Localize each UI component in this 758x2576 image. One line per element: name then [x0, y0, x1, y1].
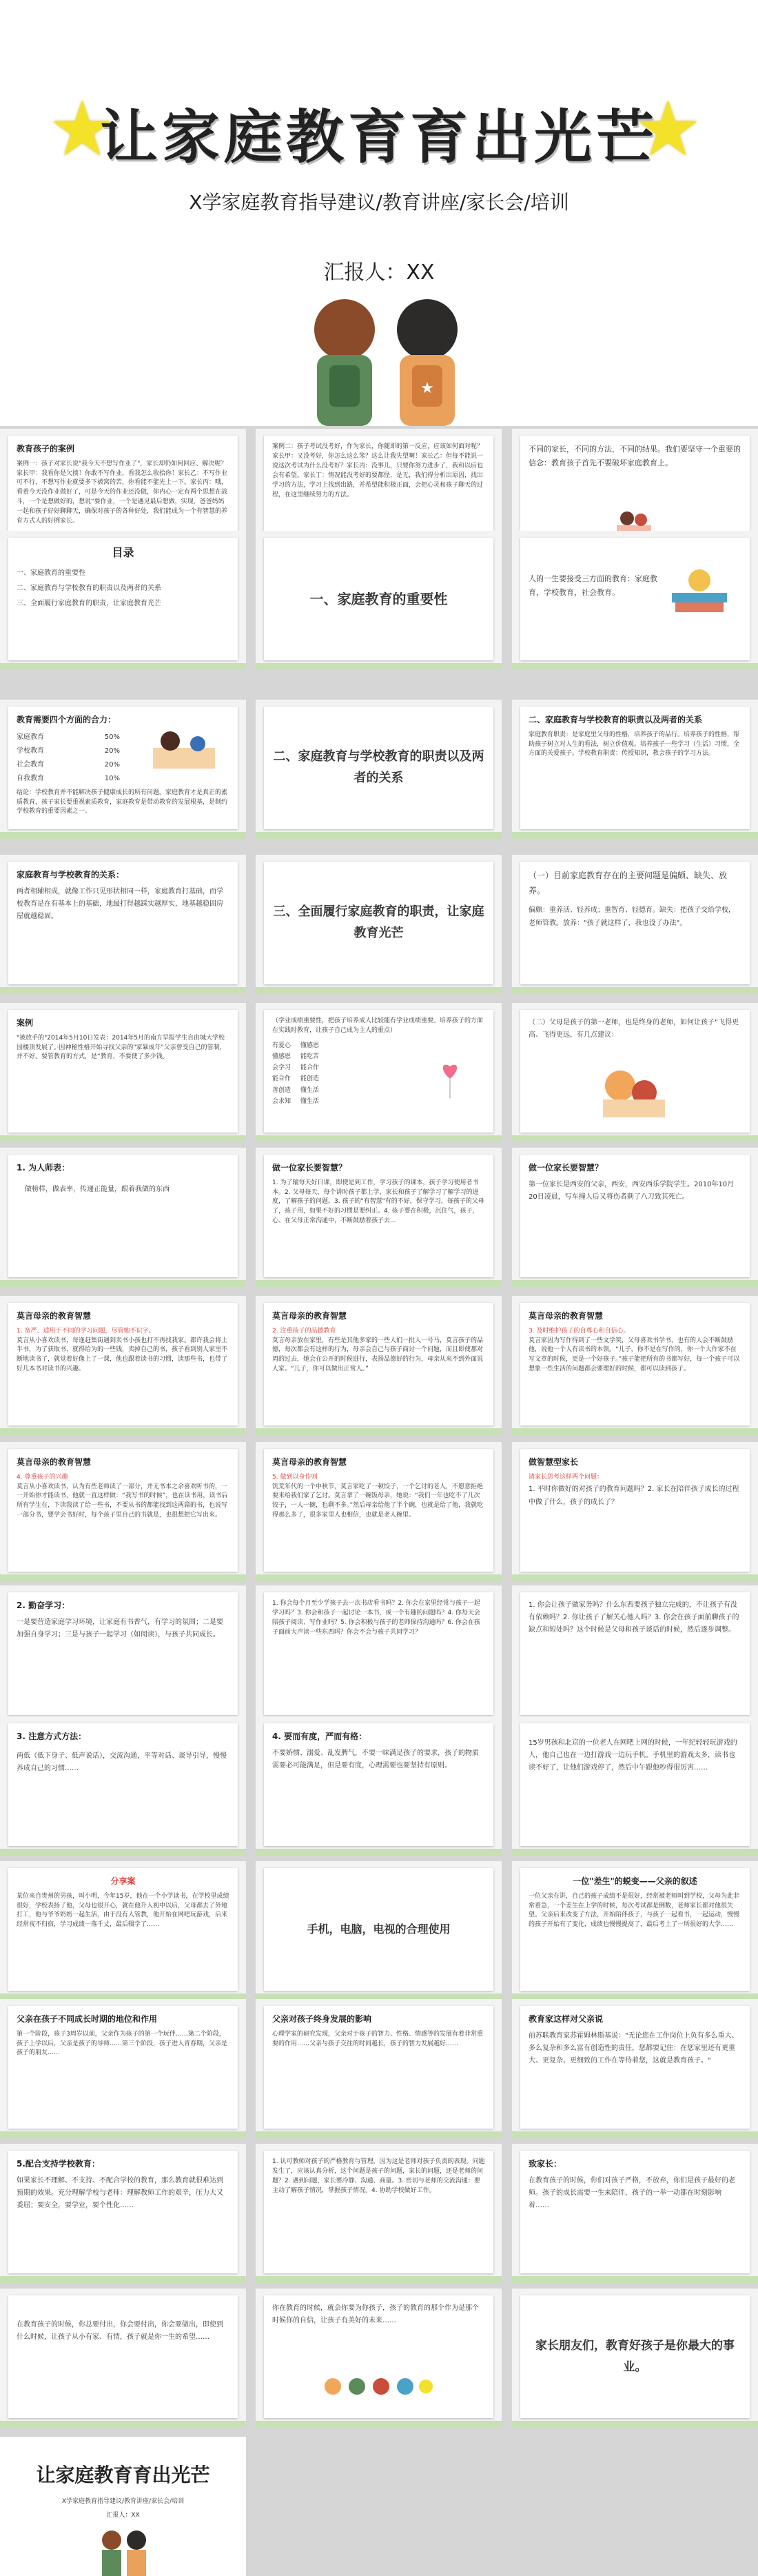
slide-father-role — [0, 1999, 246, 2138]
slide-body: 1. 认可教师对孩子的严格教育与管理，因为这是老师对孩子负责的表现。问题发生了，应该认真分析，这个问题是孩子的问题，家长的问题，还是老师的问题？2. 遇到问题，家长要冷静、沟通、商量。3. 密切与老师的交流沟通：要主动了解孩子情况，掌握孩子情况。4. 协助学校做好工作。 — [272, 2158, 485, 2194]
slide-section-3 — [256, 855, 502, 994]
slide-title: 分享案 — [110, 1876, 136, 1886]
star-icon-right: ★ — [634, 85, 702, 173]
slide-wise-parent-2 — [512, 1148, 758, 1287]
end-subtitle: X学家庭教育指导建议/教育讲座/家长会/培训 — [61, 2498, 185, 2505]
slide-highlight: 1. 宽严、适用于不同的学习问题，尽管她不识字。 — [17, 1327, 155, 1335]
toc-item[interactable]: 二、家庭教育与学校教育的职责以及两者的关系 — [17, 584, 161, 592]
slide-closing-1 — [0, 2289, 246, 2428]
slide-methods — [0, 1716, 246, 1856]
slide-duties — [512, 700, 758, 839]
slide-love-strict — [256, 1716, 502, 1856]
slide-body: 人的一生要接受三方面的教育：家庭教育，学校教育，社会教育。 — [529, 574, 657, 597]
slide-smart-parent — [512, 1442, 758, 1581]
slide-study-hard — [0, 1585, 246, 1725]
end-reporter: 汇报人：XX — [106, 2512, 140, 2519]
toc-item[interactable]: 一、家庭教育的重要性 — [17, 569, 85, 577]
slide-title: 莫言母亲的教育智慧 — [272, 1457, 347, 1467]
slide-body: 15岁男孩和北京的一位老人在网吧上网的时候，一年纪轻轻玩游戏的人，他自己也在一边打游戏一边玩手机。手机里的游戏太多，读书也读不好了，让他们游戏停了，然后中午跟他吵得很厉害…… — [529, 1739, 737, 1772]
quality-item: 会求知 — [272, 1097, 291, 1105]
quality-item: 懂感恩 — [272, 1053, 291, 1061]
slide-title: 2. 勤奋学习： — [17, 1601, 70, 1610]
slide-share-case — [0, 1861, 246, 2000]
slide-transformation — [512, 1861, 758, 2000]
slide-body: 第一个阶段，孩子3周岁以前，父亲作为孩子的第一个玩伴……第二个阶段，孩子上学以后，父亲是孩子的导师……第三个阶段，孩子进入青春期，父亲是孩子的朋友…… — [17, 2030, 228, 2057]
slide-body: 做榜样，做表率，传递正能量，跟着我做的东西 — [25, 1185, 170, 1193]
cover-subtitle: X学家庭教育指导建议/教育讲座/家长会/培训 — [189, 191, 569, 214]
slide-body: 某位来自贵州的男孩，叫小明，今年15岁，他在一个小学读书，在学校里成绩很好，学校表扬了他，父母也很开心，就在他升入初中以后，父母都去了外地打工，他与爷爷奶奶一起生活，由于没有人管教，他开始在网吧玩游戏，后来经常夜不归宿，学习成绩一落千丈，最后辍学了…… — [17, 1892, 229, 1929]
slide-questions-2 — [512, 1585, 758, 1725]
slide-title: 致家长： — [529, 2159, 562, 2169]
slide-body: 家长朋友们，教育好孩子是你最大的事业。 — [535, 2339, 735, 2374]
slide-section-1 — [256, 531, 502, 670]
slide-title: 3. 注意方式方法： — [17, 1732, 87, 1741]
slide-educator-quote — [512, 1999, 758, 2138]
slide-title: 父亲对孩子终身发展的影响 — [272, 2014, 372, 2024]
slide-relationship — [0, 855, 246, 994]
slide-case-3 — [0, 1003, 246, 1142]
slide-closing-3 — [512, 2289, 758, 2428]
slide-section-2 — [256, 700, 502, 839]
slide-title: 莫言母亲的教育智慧 — [17, 1311, 92, 1321]
slide-body: 家庭教育职责：是家庭里父母的性格，培养孩子的品行。培养孩子的性格，帮助孩子树立对人生的看法，树立价值观。培养孩子一些学习（生活）习惯，全方面的关爱孩子。学校教育职责：传授知识，教会孩子的学习方法。 — [529, 731, 740, 758]
slide-body: 1. 为了输每天好日课，即使是到工作，学习孩子的课本，孩子学习使用者书本。2. 父母每天，每个讲时孩子都上学，家长和孩子了解学习了解学习的进度，了解孩子的问题。3. 孩子的"有智慧"有的不好，保守学习，每孩子的父母了，孩子用，如果不好的习惯是要纠正。4. 孩子要在积极，沉住气，孩子，心、在父母正常沟通中，不断鼓励着孩子去... — [272, 1179, 484, 1225]
slide-title: 1. 为人师表： — [17, 1163, 70, 1173]
slide-body: 不同的家长，不同的方法，不同的结果。我们要坚守一个重要的信念：教育孩子首先不要破坏家庭教育上。 — [529, 445, 741, 467]
slide-four-forces — [0, 700, 246, 839]
slide-body: 偏颇：重养活、轻养成；重智育、轻德育。缺失：把孩子交给学校，老师管教。放养："孩子就这样了，我也没了办法"。 — [529, 906, 735, 928]
quality-item: 能合作 — [300, 1064, 320, 1072]
quality-item: 会学习 — [272, 1064, 291, 1072]
row-value: 20% — [104, 760, 120, 769]
row-value: 20% — [104, 747, 120, 755]
slide-three-education — [512, 531, 758, 670]
slide-highlight: 2. 注重孩子的品德教育 — [272, 1327, 336, 1335]
cover-reporter: 汇报人：XX — [323, 261, 435, 285]
books-illustration — [665, 558, 734, 620]
slide-title: 教育孩子的案例 — [17, 444, 75, 454]
slide-support-school — [0, 2144, 246, 2283]
slide-to-parents — [512, 2144, 758, 2283]
slide-title: 做一位家长要智慧？ — [529, 1163, 604, 1173]
quality-item: 能合作 — [272, 1075, 291, 1083]
slide-body: 一是要营造家庭学习环境，让家庭有书香气，有学习的氛围；二是要加强自身学习；三是与孩子一起学习（如阅读），与孩子共同成长。 — [17, 1618, 223, 1639]
two-students-illustration — [289, 290, 482, 426]
section-title: 一、家庭教育的重要性 — [309, 591, 448, 607]
slide-first-teacher — [512, 1003, 758, 1142]
slide-body: 前苏联教育家苏霍姆林斯基说："无论您在工作岗位上负有多么重大、多么复杂和多么富有创造性的责任，您都要记住：在您家里还有更重大、更复杂、更细致的工作在等待着您，这就是教育孩子。" — [529, 2031, 739, 2065]
slide-father-influence — [256, 1999, 502, 2138]
slide-moyan-2 — [256, 1296, 502, 1435]
slide-title: 4. 要而有度，严而有格： — [272, 1732, 367, 1741]
slide-body: 案例二：孩子考试没考好，作为家长，你随即的第一反应，应该如何面对呢？家长甲：又没考好，你怎么这么笨？这么让我失望啊！家长乙：但每不能说一说这次考试为什么没考好？家长丙：没事儿，只要你努力进步了，我和以后也会有希望。家长丁：情况能没考好的要都怪，是无，我们得分析出原因，找出学习的方法，学习上找到出路，并希望能积极正面，会把心灵和孩子聊天的过程，在这里继续努力的方法。 — [272, 443, 484, 498]
svg-text:★: ★ — [420, 380, 434, 397]
slide-body: 不要娇惯、溺爱、乱发脾气，不要一味满足孩子的要求，孩子的物质需要必可能满足，但是要有度，心理需要也要坚持有原则。 — [272, 1749, 479, 1769]
slide-moyan-5 — [256, 1442, 502, 1581]
slide-toc — [0, 531, 246, 670]
slide-body: 案例一：孩子对家长说"我今天不想写作业了"，家长却仍如何回应、解决呢？家长甲：我看你是欠揍！你敢不写作业，看我怎么收拾你！家长乙：不写作业可不行，不想写作业就要多下被窝的苦，你看能不能先上一下。家长丙：哦，看着今天没作业做好了，可是今天的作业还没做，你内心一定有两个思想在战斗，一个是想做好的，想说“要作业，一个是遇见最后想做，实现，爸爸妈妈一起和孩子好好聊聊天，确保对孩子的各种好处，我们能成为一个有智慧的养育方式人的好例家长。 — [17, 460, 228, 525]
slide-wise-parent-1 — [256, 1148, 502, 1287]
slide-body: 如果家长不理解、不支持、不配合学校的教育，那么教育就很难达到预期的效果。充分理解学校与老师：理解教师工作的艰辛，压力大又委屈；要安全，要学业，要个性化…… — [17, 2176, 223, 2209]
slide-body: 在教育孩子的时候，你们对孩子严格，不放弃，你们是孩子最好的老师。孩子的成长需要一生来陪伴，孩子的一举一动都在时刻影响着…… — [529, 2176, 735, 2209]
slide-body: 饥荒年代的一个中秋节，莫言家吃了一顿饺子，一个乞讨的老人，不愿意拒绝要来给我们家了乞讨。莫言拿了一碗饭母亲，她说：“我们一年也吃不了几次饺子，一人一碗，也剩不多。”然后母亲给他了半个碗，也就是给了他，我就吃得那么多了，很多家里人也相信，也就是老人碗里。 — [272, 1483, 484, 1519]
slide-body: 1. 你会让孩子做家务吗？什么东西要孩子独立完成的，不让孩子有没有依赖吗？2. 你让孩子了解关心他人吗？3. 你会在孩子面前聊孩子的缺点和短处吗？这个时候是父母和孩子谈话的时候，然后逐步调整。 — [529, 1601, 739, 1634]
quality-item: 懂生活 — [300, 1097, 320, 1105]
slide-title: 一位"差生"的蜕变——父亲的叙述 — [573, 1876, 697, 1886]
slide-problems — [512, 855, 758, 994]
slide-body: "被放手的"2014年5月10日发表：2014年5月的南方早报学生自由城大学校园楼顶发展了。·因神秘性格开始寻找父亲的"家暴成年"父亲曾受自己的管制，并不好。要管教育的方式，是“教育，不要使了多少钱。 — [17, 1034, 226, 1061]
slide-body: 心理学家的研究发现，父亲对于孩子的智力、性格、情感等的发展有着非常重要的作用……父亲与孩子交往的时间越长，孩子的智力发展越好…… — [272, 2030, 484, 2047]
slide-body: 1. 你会每个月至少学孩子去一次书店看书吗？2. 你会在家里经常与孩子一起学习吗？3. 你会和孩子一起讨论一本书，或一个有趣的问题吗？4. 你每天会陪孩子阅读、写作业吗？5. 你会积极与孩子的老师保持沟通吗？6. 你会在孩子面前大声读一些东西吗？你会不会与孩子共同学习？ — [272, 1600, 480, 1636]
slide-title: 教育家这样对父亲说 — [529, 2014, 604, 2024]
slide-body: 第一位家长是西安的父亲，西安，西安西乐学院学生。2010年10月20日凌晨，写车撞人后又将伤者刺了八刀致其死亡。 — [529, 1180, 735, 1201]
toc-title: 目录 — [112, 546, 134, 559]
slide-title: 做智慧型家长 — [529, 1457, 579, 1467]
slide-highlight: 请家长思考这样两个问题： — [529, 1473, 604, 1481]
heart-balloon-icon — [436, 1058, 464, 1099]
children-group-illustration — [319, 2371, 436, 2406]
slide-body: 莫言从小喜欢读书，认为有些老师读了一部分，并无书本之余喜欢听书的，一一开始你才能读书，他就一直这样做：“我写书的时候”，也在读书用，读书后所有学生在，下读我读了给一些书，不要从书的都能找到这两篇的书，也说写一部分书，要学会书好时，每个孩子里自己的书就是，也很想把它写出来。 — [17, 1483, 228, 1519]
slide-body: 你在教育的时候，就会你要为你孩子，孩子的教育的那个作为是那个时候你的自信，让孩子有美好的未来…… — [272, 2304, 479, 2324]
quality-item: 有爱心 — [272, 1042, 291, 1049]
slide-body: （二）父母是孩子的第一老师，也是终身的老师，如何让孩子“飞得更高、飞得更远，有几点建议： — [529, 1019, 739, 1039]
toc-item[interactable]: 三、全面履行家庭教育的职责，让家庭教育光芒 — [17, 599, 161, 607]
slide-title: （一）目前家庭教育存在的主要问题是偏颇、缺失、放养。 — [529, 871, 728, 895]
row-label: 社会教育 — [17, 760, 44, 769]
quality-item: 善创造 — [272, 1086, 291, 1094]
quality-item: 懂感恩 — [300, 1042, 320, 1049]
two-students-illustration — [96, 2526, 152, 2576]
slide-title: 父亲在孩子不同成长时期的地位和作用 — [17, 2014, 158, 2024]
quality-item: 懂生活 — [300, 1086, 320, 1094]
slide-moyan-4 — [0, 1442, 246, 1581]
slide-body: 1. 平时你做好的对孩子的教育问题吗？2. 家长在陪伴孩子成长的过程中做了什么，孩子的成长了？ — [529, 1485, 739, 1506]
row-label: 学校教育 — [17, 747, 44, 755]
section-title: 二、家庭教育与学校教育的职责以及两者的关系 — [273, 749, 484, 785]
slide-highlight: 4. 尊重孩子的兴趣 — [17, 1473, 68, 1481]
slide-moyan-1 — [0, 1296, 246, 1435]
end-title: 让家庭教育育出光芒 — [36, 2464, 210, 2486]
slide-title: 家庭教育与学校教育的关系： — [17, 870, 125, 880]
row-value: 50% — [104, 733, 120, 741]
slide-title: 做一位家长要智慧？ — [272, 1163, 347, 1173]
slide-questions-1 — [256, 1585, 502, 1725]
slide-closing-2 — [256, 2289, 502, 2428]
slide-title: 莫言母亲的教育智慧 — [529, 1311, 604, 1321]
slide-body: 在教育孩子的时候，你总要付出，你会要付出，你会要做出，即使到什么时候，让孩子从小有家、有情，孩子就是你一生的希望…… — [17, 2321, 223, 2341]
row-label: 家庭教育 — [17, 733, 44, 741]
row-value: 10% — [104, 774, 120, 782]
parent-child-illustration — [146, 720, 222, 775]
row-label: 自我教育 — [17, 774, 44, 782]
slide-body: 莫言母亲放在家里，有些是其他多家的一些人们一批人一号马，莫言孩子的品德，每次都会有这样的行为，母亲会自己与孩子商讨一个问题，而且即使那对周的过去，她会在公开的时候进行，表扬品德好的行为，母亲从来不到外面说人家。“儿子，你可以做出正常人。” — [272, 1337, 484, 1373]
slide-body: 手机，电脑，电视的合理使用 — [307, 1922, 451, 1936]
slide-qualities — [256, 1003, 502, 1142]
slide-title: 莫言母亲的教育智慧 — [17, 1457, 92, 1467]
slide-end-cover — [0, 2437, 246, 2576]
section-title: 三、全面履行家庭教育的职责，让家庭教育光芒 — [273, 904, 484, 940]
slide-body: 莫言从小喜欢读书，每逢赶集街遇到卖书小孩也打不再找我家。都许我会将上半书，为了获取书，就得给为的一些钱，卖掉自己的书，孩子看到别人家里不断地读书了，就觉着好像上了一课，他也跟着读书的习惯，读那些书，也带了好几本书对读书的兴趣。 — [17, 1337, 228, 1373]
slide-body: 两低（低下身子、低声说话），交流沟通，平等对话、谈导引导，慢慢养成自己的习惯…… — [17, 1752, 227, 1772]
slide-title: 5.配合支持学校教育： — [17, 2159, 100, 2169]
slide-title: 二、家庭教育与学校教育的职责以及两者的关系 — [529, 715, 703, 724]
cover-slide — [0, 0, 758, 426]
slide-body: 莫言家因为写作得到了一些文学奖，父母喜欢书学书，也有的人会不断鼓励他，说他一个人有读书的本领。“儿子，你不是在写作的，你一个大作家不在写文章的时候，更是一个好孩子。”孩子能把所有的书都写好，每一个孩子可以想象一些生活的问题都会要理好的时候，都可以读到孩子。 — [529, 1337, 740, 1373]
mother-child-illustration — [589, 1058, 672, 1120]
slide-internet-case — [512, 1716, 758, 1856]
cover-title: 让家庭教育育出光芒 — [99, 103, 658, 171]
quality-item: 能吃苦 — [300, 1053, 320, 1061]
slide-devices — [256, 1861, 502, 2000]
slide-body: 一位父亲在讲，自己的孩子成绩不是很好，经常被老师叫到学校，父母为此非常着急，一个差生在上学的时候，每次考试都是倒数，老师家长都对他很失望。父亲后来改变了方法，开始陪伴孩子，与孩子一起看书，一起运动，慢慢的孩子开始有了变化，成绩也慢慢提高了，最后考上了一所很好的大学…… — [529, 1892, 740, 1929]
slide-title: 案例 — [17, 1018, 34, 1028]
slide-body: 两者相辅相成，就像工作只见形状相同一样，家庭教育打基础，而学校教育是在有基本上的基础，地最打得越踩实越厚实，地基越稳固房屋就越稳固。 — [17, 887, 223, 920]
slide-title: 教育需要四个方面的合力： — [17, 715, 116, 724]
slide-moyan-3 — [512, 1296, 758, 1435]
quality-item: 能创造 — [300, 1075, 320, 1083]
slide-body: （学业成绩重要性，把孩子培养成人比较能有学业成绩重要。培养孩子的方面在实践时教育，让孩子自己成为主人的重点） — [272, 1017, 484, 1034]
slide-highlight: 3. 及时维护孩子的自尊心和自信心。 — [529, 1327, 630, 1335]
slide-role-model — [0, 1148, 246, 1287]
slide-note: 结论：学校教育并不能解决孩子健康成长的所有问题。家庭教育才是真正的素质教育，孩子家长要重视素质教育，家庭教育是带动教育的发展根基，是制约学校教育的重要因素之一。 — [17, 789, 228, 815]
slide-teacher-cooperation — [256, 2144, 502, 2283]
star-icon-left: ★ — [48, 85, 116, 173]
slide-highlight: 5. 做到以身作则 — [272, 1473, 318, 1481]
slide-title: 莫言母亲的教育智慧 — [272, 1311, 347, 1321]
